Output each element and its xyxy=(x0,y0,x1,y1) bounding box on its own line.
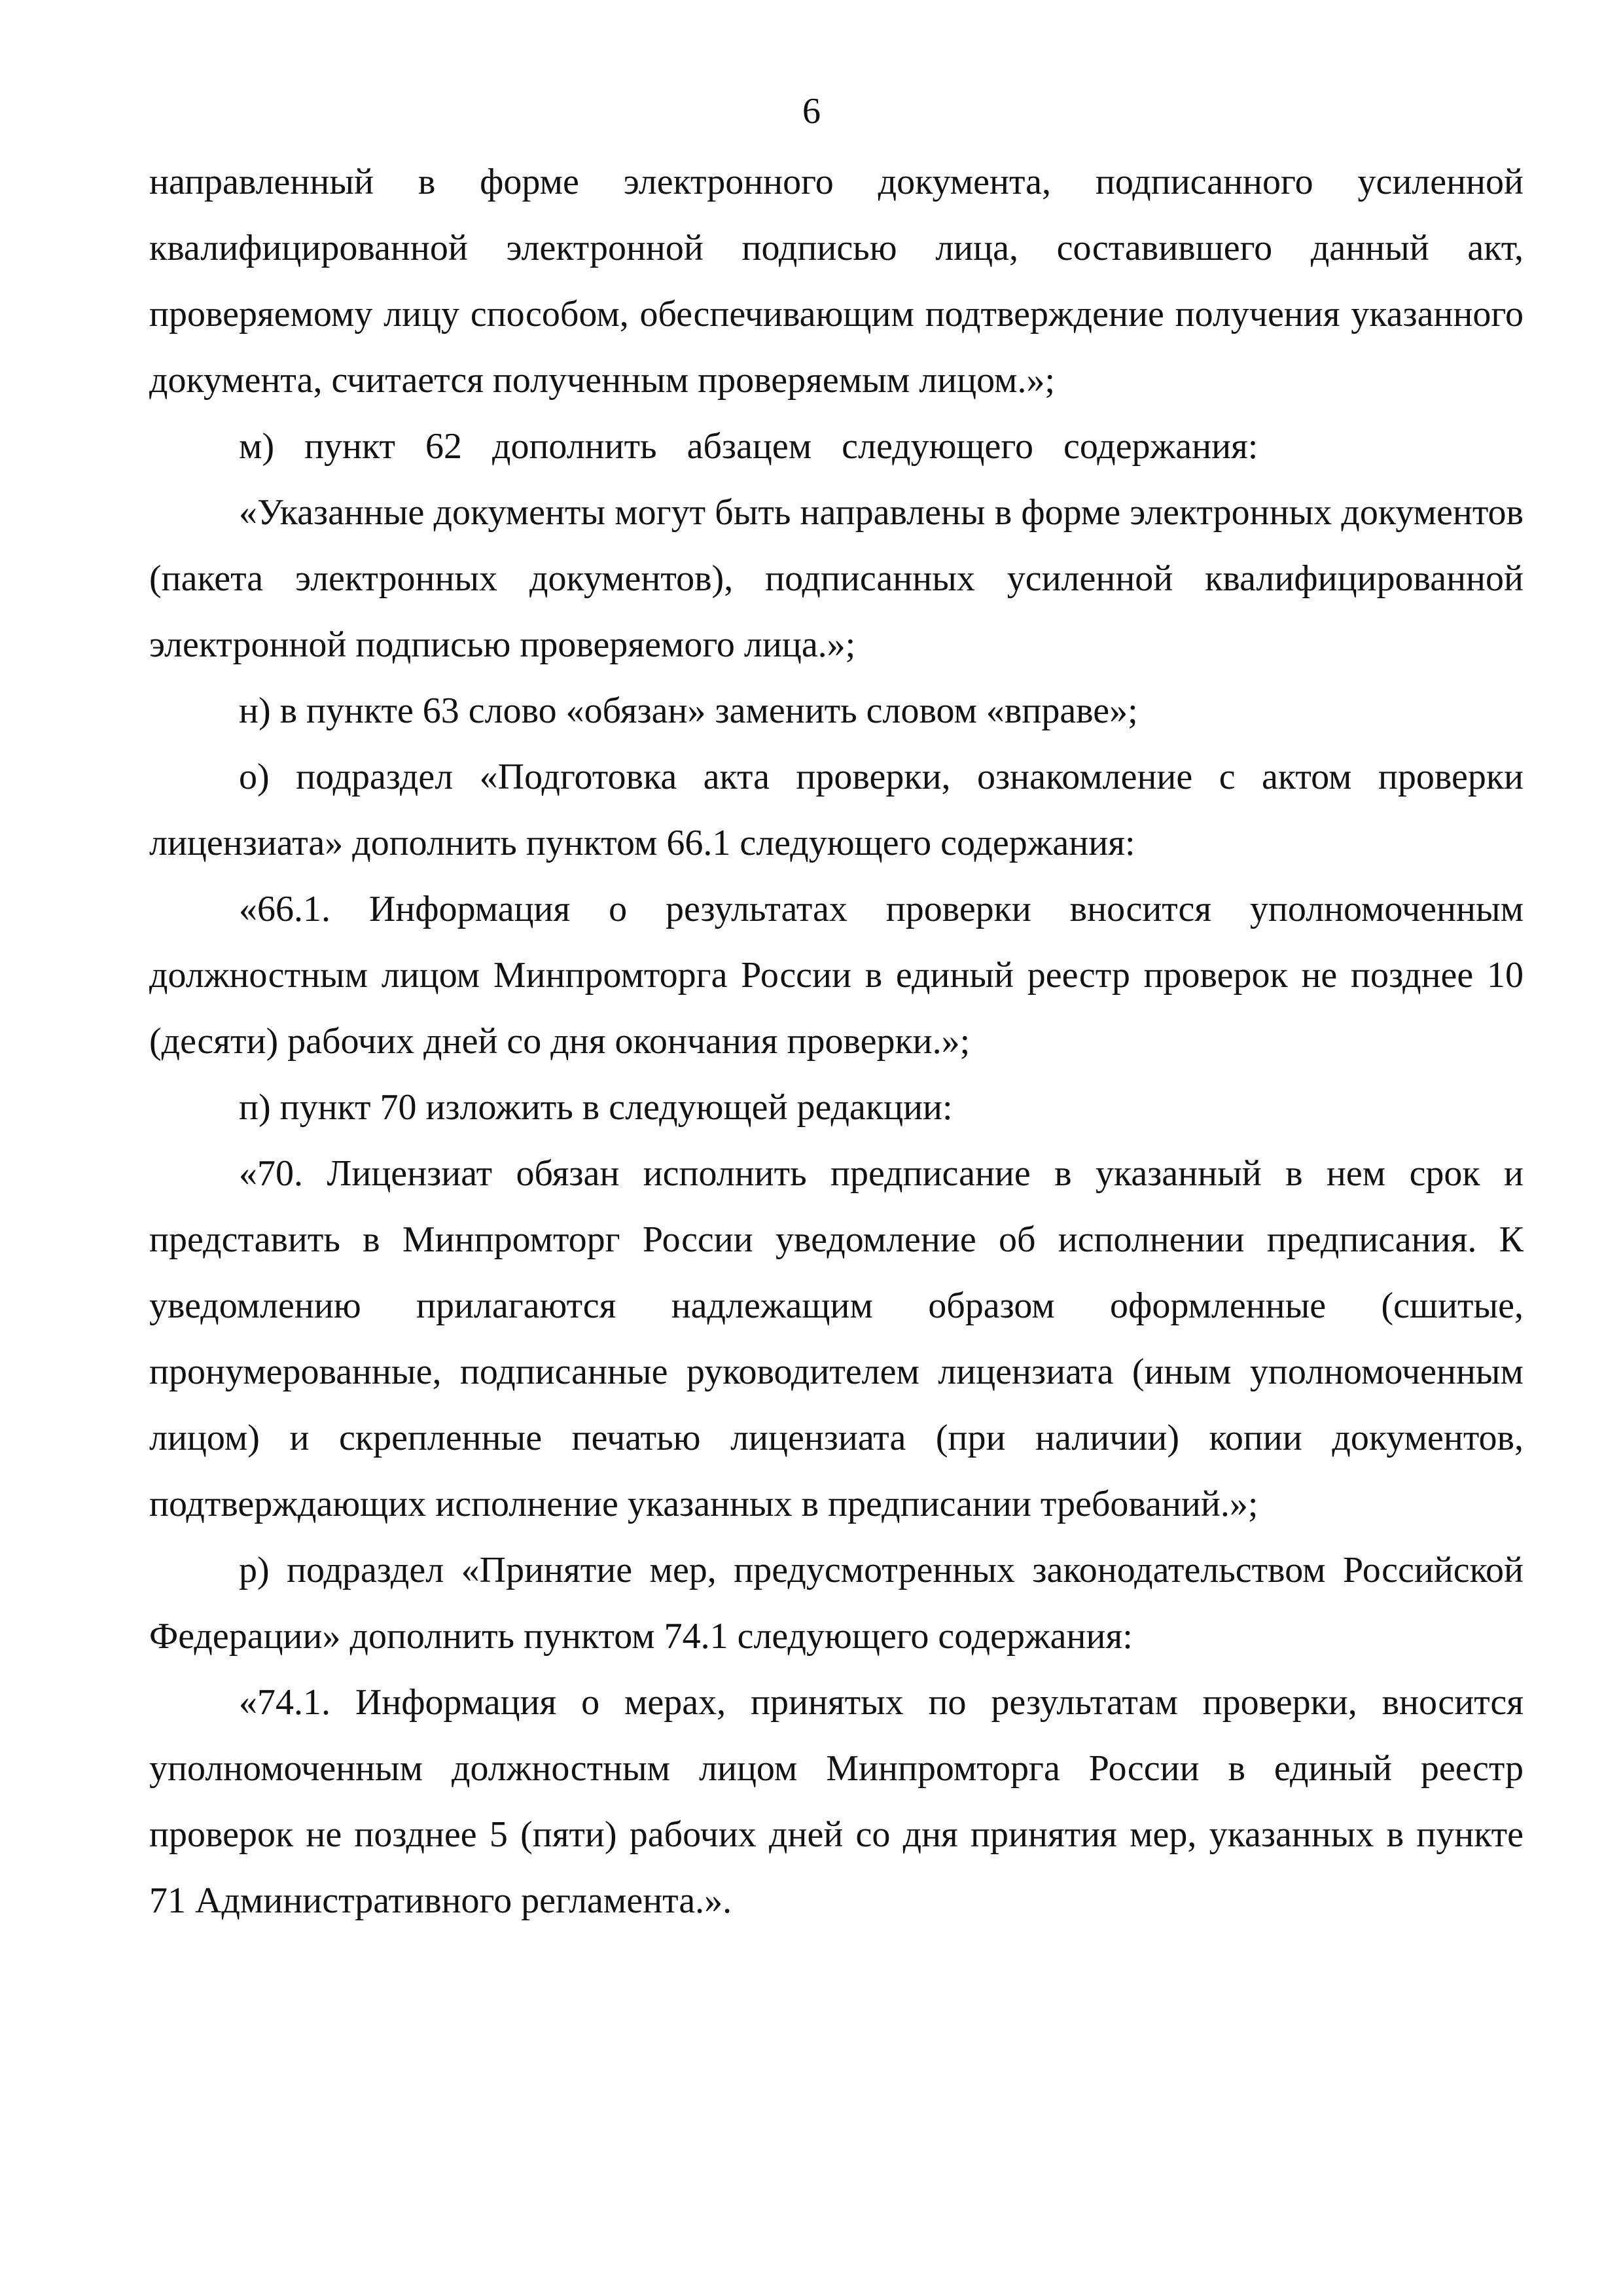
paragraph-continuation: направленный в форме электронного документа, подписанного усиленной квалифицированной электронной подписью лица, составившего данный акт, проверяемому лицу способом, обеспечивающим подтверждение получения указанного документа, считается полученным проверяемым лицом.»; xyxy=(149,162,1524,401)
paragraph-item-r: р) подраздел «Принятие мер, предусмотренных законодательством Российской Федерации» дополнить пунктом 74.1 следующего содержания: xyxy=(149,1550,1524,1657)
paragraph-item-p: п) пункт 70 изложить в следующей редакции: xyxy=(239,1087,953,1128)
document-body xyxy=(149,149,1524,1934)
paragraph-quote-66-1: «66.1. Информация о результатах проверки вносится уполномоченным должностным лицом Минпромторга России в единый реестр проверок не позднее 10 (десяти) рабочих дней со дня окончания проверки.»; xyxy=(149,889,1524,1062)
paragraph-item-n: н) в пункте 63 слово «обязан» заменить словом «вправе»; xyxy=(239,691,1138,731)
paragraph-item-o: о) подраздел «Подготовка акта проверки, ознакомление с актом проверки лицензиата» дополнить пунктом 66.1 следующего содержания: xyxy=(149,757,1524,863)
paragraph-quote-74-1: «74.1. Информация о мерах, принятых по результатам проверки, вносится уполномоченным должностным лицом Минпромторга России в единый реестр проверок не позднее 5 (пяти) рабочих дней со дня принятия мер, указанных в пункте 71 Административного регламента.». xyxy=(149,1682,1524,1921)
page-number: 6 xyxy=(802,91,821,132)
paragraph-quote-documents: «Указанные документы могут быть направлены в форме электронных документов (пакета электронных документов), подписанных усиленной квалифицированной электронной подписью проверяемого лица.»; xyxy=(149,492,1524,665)
paragraph-item-m: м) пункт 62 дополнить абзацем следующего содержания: xyxy=(239,426,1258,467)
paragraph-quote-70: «70. Лицензиат обязан исполнить предписание в указанный в нем срок и представить в Минпромторг России уведомление об исполнении предписания. К уведомлению прилагаются надлежащим образом оформленные (сшитые, пронумерованные, подписанные руководителем лицензиата (иным уполномоченным лицом) и скрепленные печатью лицензиата (при наличии) копии документов, подтверждающих исполнение указанных в предписании требований.»; xyxy=(149,1153,1524,1524)
